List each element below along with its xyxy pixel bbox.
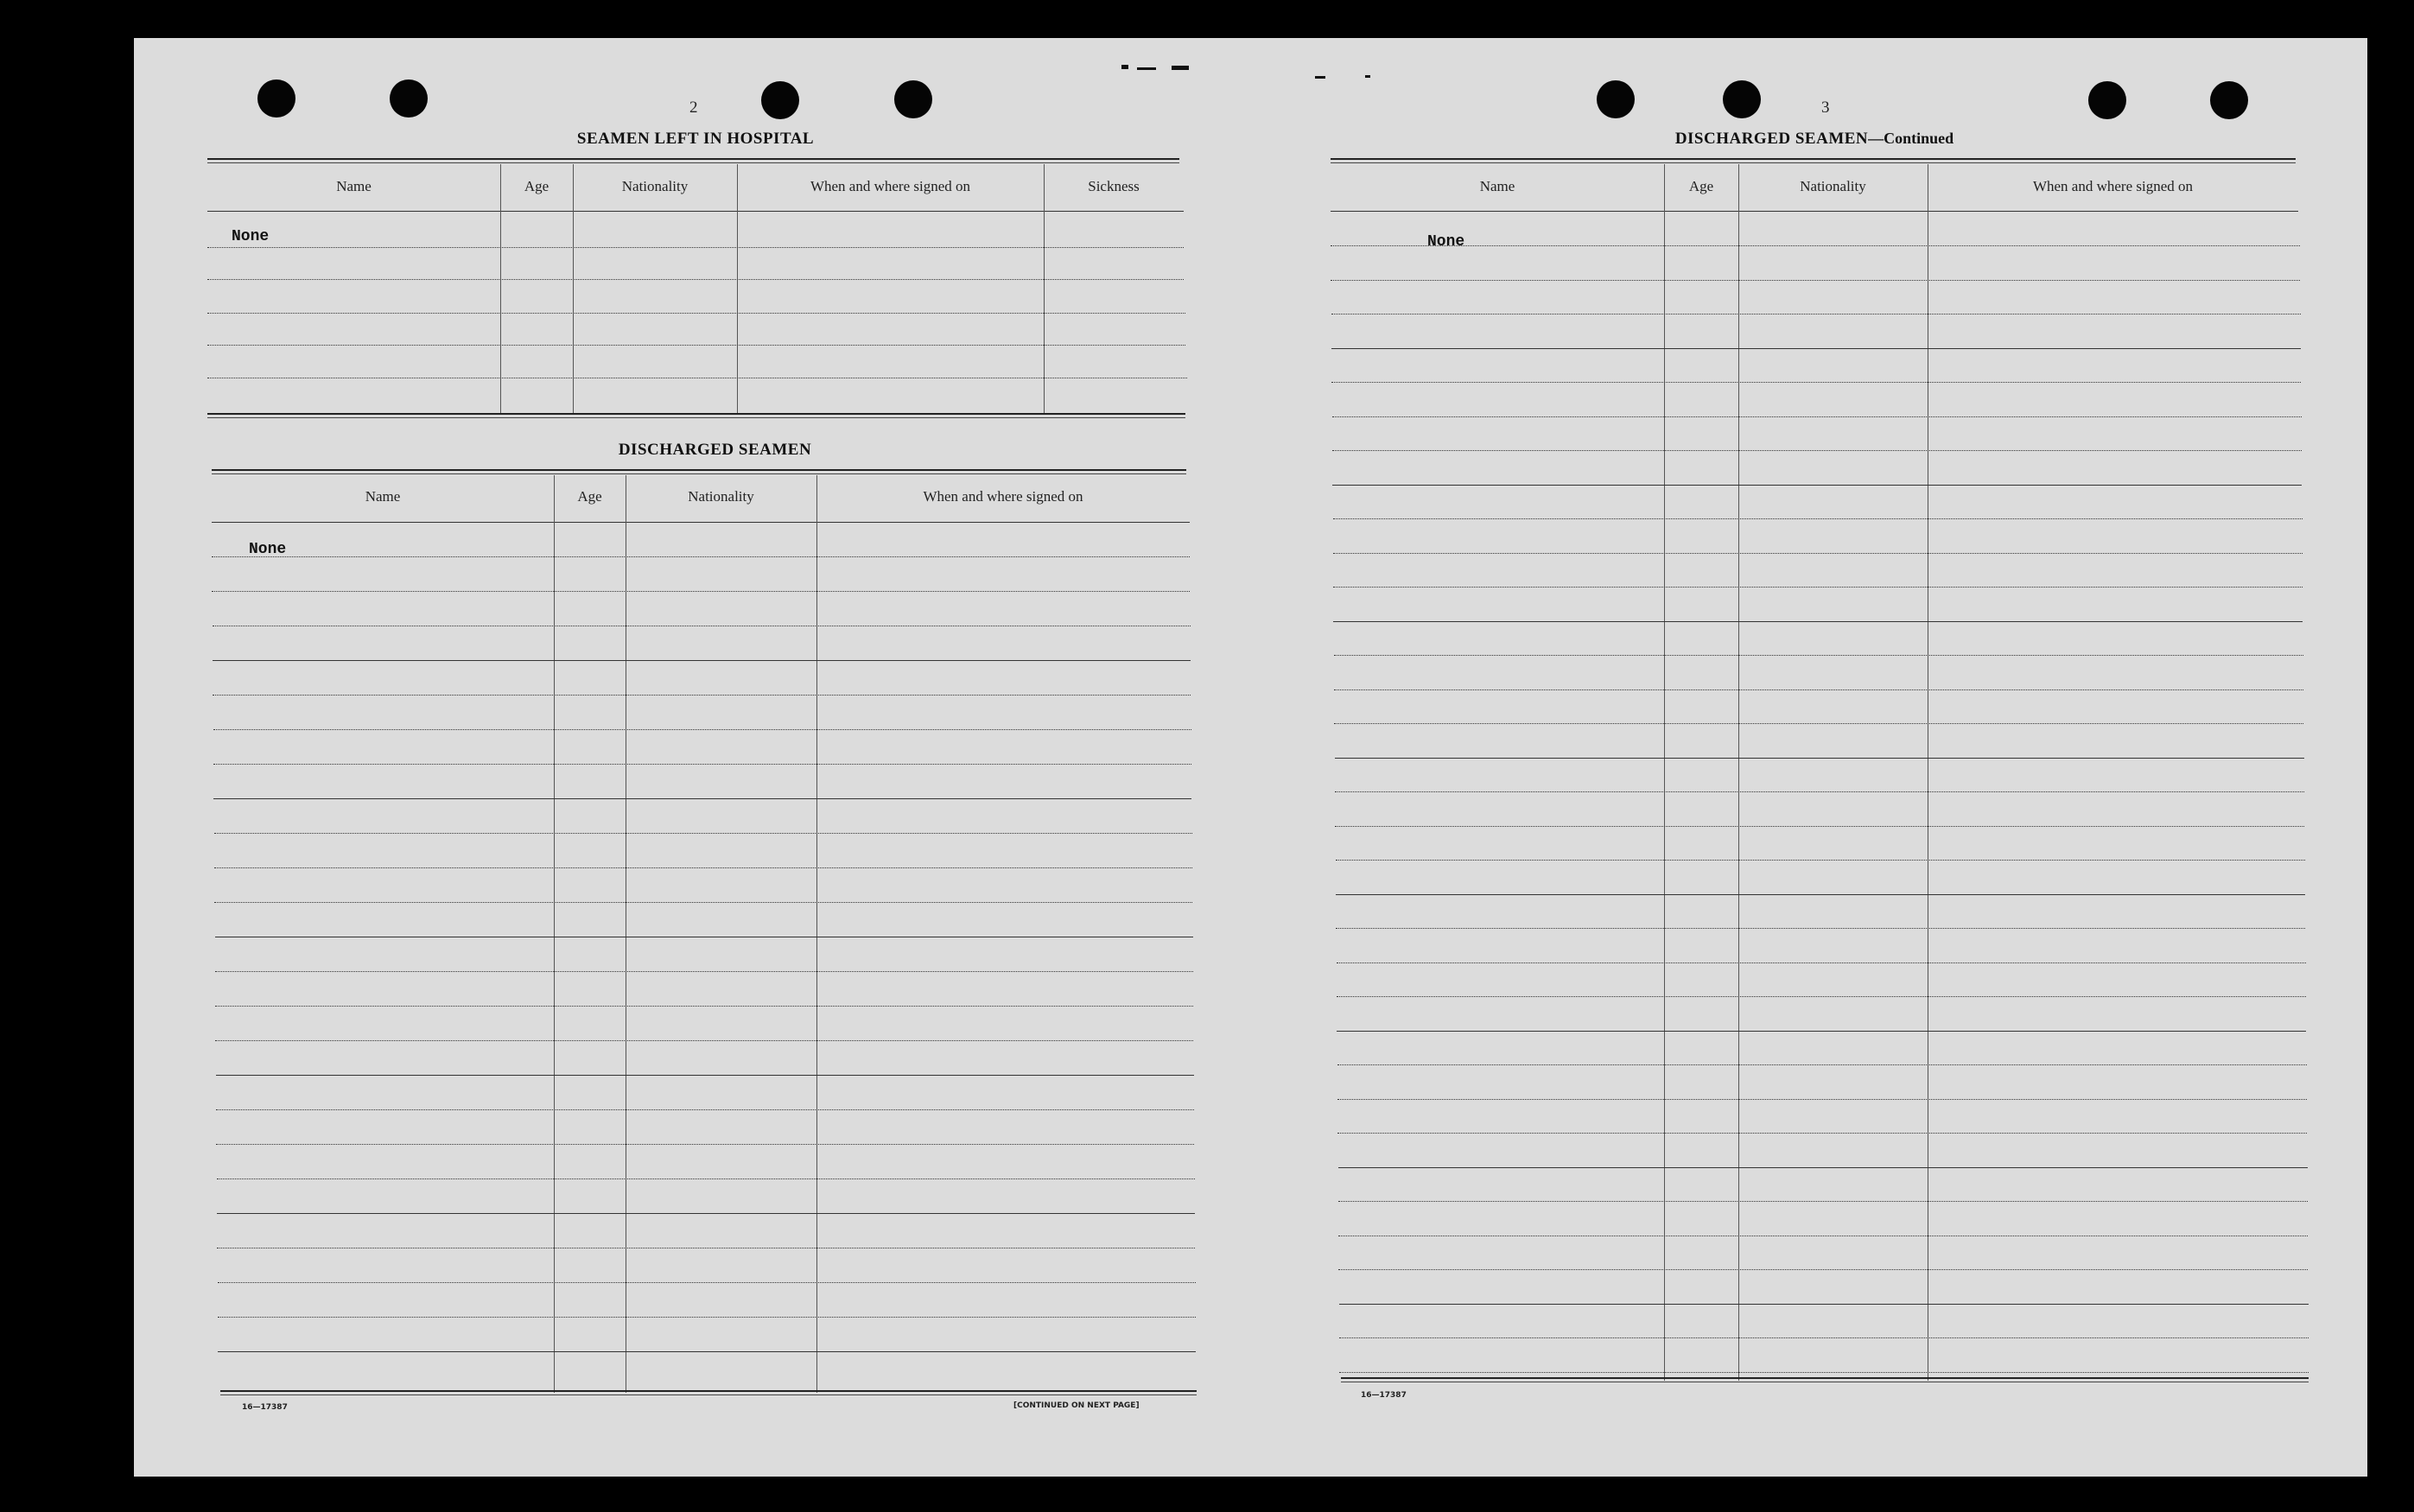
col-header-signed-on: When and where signed on bbox=[2032, 178, 2194, 194]
row-line bbox=[1336, 860, 2305, 861]
row-line bbox=[207, 313, 1185, 314]
row-line bbox=[215, 971, 1193, 972]
right-section-title-main: DISCHARGED SEAMEN bbox=[1674, 130, 1869, 148]
row-line bbox=[1337, 962, 2306, 963]
row-line bbox=[213, 764, 1191, 765]
row-line bbox=[212, 591, 1190, 592]
row-line bbox=[1338, 1269, 2308, 1270]
row-line bbox=[213, 695, 1191, 696]
row-line bbox=[1337, 1099, 2307, 1100]
right-top-rule bbox=[1331, 158, 2296, 163]
col-header-nationality: Nationality bbox=[1800, 178, 1866, 194]
row-line bbox=[1335, 826, 2304, 827]
row-line bbox=[213, 729, 1191, 730]
col-header-age: Age bbox=[577, 488, 602, 505]
discharged-entry-name: None bbox=[249, 541, 287, 558]
row-line bbox=[214, 833, 1192, 834]
hospital-bottom-rule bbox=[207, 413, 1185, 418]
row-line bbox=[1337, 996, 2306, 997]
punch-hole bbox=[894, 80, 932, 118]
row-line bbox=[1332, 485, 2302, 486]
column-divider bbox=[816, 475, 817, 1393]
table-rule bbox=[1331, 211, 2298, 212]
col-header-sickness: Sickness bbox=[1088, 178, 1140, 194]
row-line bbox=[217, 1213, 1195, 1214]
row-line bbox=[212, 556, 1190, 557]
row-line bbox=[1338, 1167, 2308, 1168]
row-line bbox=[1331, 245, 2300, 246]
punch-hole bbox=[257, 79, 295, 118]
row-line bbox=[1335, 791, 2304, 792]
hospital-top-rule bbox=[207, 158, 1179, 163]
right-section-title-suffix: —Continued bbox=[1868, 130, 1954, 147]
col-header-age: Age bbox=[1688, 178, 1714, 194]
row-line bbox=[214, 867, 1192, 868]
row-line bbox=[1334, 689, 2303, 690]
row-line bbox=[214, 902, 1192, 903]
punch-hole bbox=[2088, 81, 2126, 119]
ink-mark bbox=[1121, 65, 1128, 69]
row-line bbox=[215, 1040, 1193, 1041]
col-header-nationality: Nationality bbox=[688, 488, 754, 505]
column-divider bbox=[554, 475, 555, 1393]
punch-hole bbox=[1597, 80, 1635, 118]
ink-mark bbox=[1315, 76, 1325, 79]
row-line bbox=[1339, 1372, 2309, 1373]
right-section-title bbox=[1590, 130, 2039, 149]
row-line bbox=[1337, 1031, 2306, 1032]
ink-mark bbox=[1137, 67, 1156, 70]
discharged-section-title: DISCHARGED SEAMEN bbox=[618, 441, 812, 459]
row-line bbox=[1333, 621, 2303, 622]
row-line bbox=[1337, 1064, 2307, 1065]
right-bottom-rule bbox=[1341, 1377, 2309, 1382]
discharged-top-rule bbox=[212, 469, 1186, 474]
row-line bbox=[1331, 382, 2301, 383]
col-header-name: Name bbox=[365, 488, 401, 505]
row-line bbox=[1339, 1337, 2309, 1338]
continued-note: [CONTINUED ON NEXT PAGE] bbox=[1013, 1401, 1140, 1410]
col-header-nationality: Nationality bbox=[621, 178, 689, 194]
ink-mark bbox=[1365, 75, 1370, 78]
page-number-left: 2 bbox=[689, 98, 698, 117]
row-line bbox=[1334, 655, 2303, 656]
hospital-section-title: SEAMEN LEFT IN HOSPITAL bbox=[576, 130, 815, 148]
row-line bbox=[1332, 450, 2302, 451]
punch-hole bbox=[1723, 80, 1761, 118]
row-line bbox=[207, 345, 1185, 346]
row-line bbox=[207, 247, 1184, 248]
row-line bbox=[216, 1144, 1194, 1145]
col-header-age: Age bbox=[524, 178, 550, 194]
table-rule bbox=[207, 211, 1184, 212]
column-divider bbox=[573, 164, 574, 413]
row-line bbox=[1331, 348, 2301, 349]
row-line bbox=[1333, 518, 2303, 519]
row-line bbox=[215, 1006, 1193, 1007]
row-line bbox=[1335, 758, 2304, 759]
row-line bbox=[1333, 587, 2303, 588]
row-line bbox=[1334, 723, 2303, 724]
row-line bbox=[216, 1075, 1194, 1076]
col-header-signed-on: When and where signed on bbox=[810, 178, 971, 194]
row-line bbox=[218, 1351, 1196, 1352]
row-line bbox=[207, 279, 1184, 280]
column-divider bbox=[500, 164, 501, 413]
col-header-name: Name bbox=[1479, 178, 1515, 194]
discharged-bottom-rule bbox=[220, 1390, 1197, 1395]
punch-hole bbox=[761, 81, 799, 119]
row-line bbox=[1331, 280, 2300, 281]
page-number-right: 3 bbox=[1821, 98, 1830, 117]
row-line bbox=[218, 1282, 1196, 1283]
row-line bbox=[1339, 1304, 2309, 1305]
row-line bbox=[1333, 553, 2303, 554]
row-line bbox=[213, 798, 1191, 799]
row-line bbox=[1336, 894, 2305, 895]
punch-hole bbox=[390, 79, 428, 118]
ink-mark bbox=[1172, 66, 1189, 70]
punch-hole bbox=[2210, 81, 2248, 119]
col-header-name: Name bbox=[336, 178, 372, 194]
row-line bbox=[1337, 1133, 2307, 1134]
row-line bbox=[217, 1178, 1195, 1179]
hospital-entry-name: None bbox=[232, 228, 270, 245]
row-line bbox=[1338, 1201, 2308, 1202]
row-line bbox=[213, 660, 1191, 661]
form-number-left: 16—17387 bbox=[242, 1403, 288, 1412]
form-number-right: 16—17387 bbox=[1361, 1391, 1407, 1400]
row-line bbox=[1336, 928, 2305, 929]
table-rule bbox=[212, 522, 1190, 523]
column-divider bbox=[1738, 164, 1739, 1381]
column-divider bbox=[737, 164, 738, 413]
column-divider bbox=[1044, 164, 1045, 413]
row-line bbox=[216, 1109, 1194, 1110]
column-divider bbox=[1664, 164, 1665, 1381]
col-header-signed-on: When and where signed on bbox=[923, 488, 1083, 505]
row-line bbox=[1332, 416, 2302, 417]
right-entry-name: None bbox=[1427, 233, 1465, 251]
row-line bbox=[218, 1317, 1196, 1318]
